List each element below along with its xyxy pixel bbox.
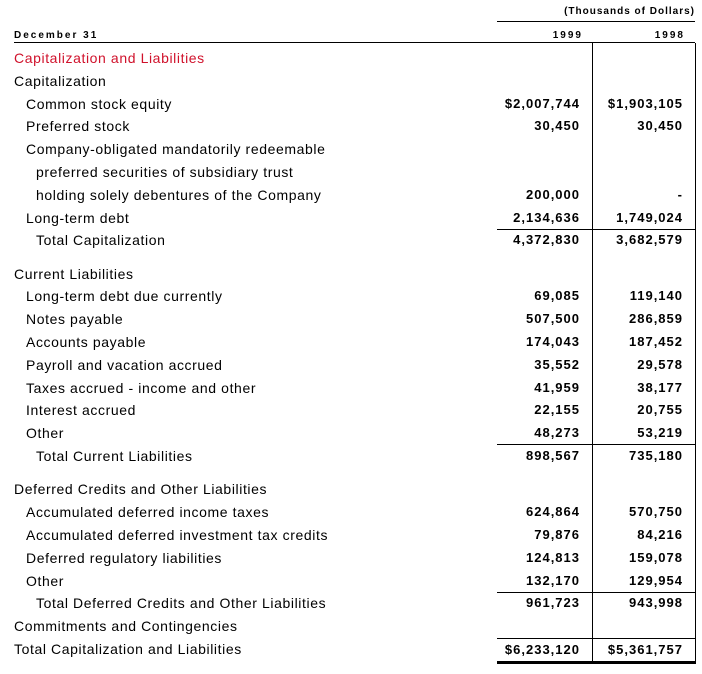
table-row bbox=[14, 263, 695, 286]
value-1998 bbox=[592, 570, 695, 593]
row-label: Capitalization bbox=[14, 72, 107, 89]
row-label: Total Deferred Credits and Other Liabilities bbox=[36, 595, 327, 612]
value-1998 bbox=[592, 615, 695, 637]
table-row bbox=[14, 115, 695, 138]
value-1999 bbox=[497, 285, 592, 307]
value-1998 bbox=[592, 478, 695, 500]
value-1999 bbox=[497, 377, 592, 399]
value-1998 bbox=[592, 138, 695, 160]
value-1999 bbox=[497, 354, 592, 376]
row-label: holding solely debentures of the Company bbox=[36, 186, 322, 203]
value-1999 bbox=[497, 399, 592, 421]
value-1999 bbox=[497, 615, 592, 637]
value-text: 507,500 bbox=[526, 311, 580, 327]
value-text: $5,361,757 bbox=[607, 641, 683, 657]
value-1999 bbox=[497, 207, 592, 230]
value-text: 69,085 bbox=[534, 288, 580, 304]
value-1999 bbox=[497, 93, 592, 115]
value-text: 53,219 bbox=[637, 425, 683, 441]
row-label: Accumulated deferred income taxes bbox=[26, 504, 270, 521]
value-1998 bbox=[592, 547, 695, 569]
table-row bbox=[14, 161, 695, 184]
value-1998 bbox=[592, 70, 695, 92]
value-1998 bbox=[592, 638, 695, 664]
table-row bbox=[14, 70, 695, 93]
value-1999 bbox=[497, 115, 592, 137]
value-1998 bbox=[592, 501, 695, 523]
row-label: Company-obligated mandatorily redeemable bbox=[26, 141, 326, 158]
row-label: preferred securities of subsidiary trust bbox=[36, 163, 294, 180]
value-1998 bbox=[592, 422, 695, 445]
value-text bbox=[683, 164, 695, 179]
value-text bbox=[683, 481, 695, 496]
balance-sheet-table bbox=[14, 47, 695, 661]
row-label: Taxes accrued - income and other bbox=[26, 379, 257, 396]
value-text bbox=[683, 618, 695, 633]
value-text: 41,959 bbox=[534, 379, 580, 395]
date-label: December 31 bbox=[14, 30, 99, 41]
table-row bbox=[14, 501, 695, 524]
value-1998 bbox=[592, 263, 695, 285]
table-row bbox=[14, 592, 695, 615]
value-1998 bbox=[592, 399, 695, 421]
row-label: Notes payable bbox=[26, 311, 124, 328]
value-text: 187,452 bbox=[629, 334, 683, 350]
value-1998 bbox=[592, 115, 695, 137]
value-text: 3,682,579 bbox=[616, 232, 683, 248]
value-1998 bbox=[592, 445, 695, 467]
value-1999 bbox=[497, 501, 592, 523]
table-row bbox=[14, 422, 695, 445]
value-text: 30,450 bbox=[637, 118, 683, 134]
value-text: 129,954 bbox=[629, 572, 683, 588]
value-1998 bbox=[592, 592, 695, 614]
value-text: 38,177 bbox=[637, 379, 683, 395]
value-1999 bbox=[497, 547, 592, 569]
section-title: Capitalization and Liabilities bbox=[14, 50, 205, 66]
table-row bbox=[14, 445, 695, 468]
value-1998 bbox=[592, 285, 695, 307]
value-text: 624,864 bbox=[526, 504, 580, 520]
value-1999 bbox=[497, 592, 592, 614]
value-1999 bbox=[497, 445, 592, 467]
table-row bbox=[14, 138, 695, 161]
value-1998 bbox=[592, 184, 695, 206]
value-text: 48,273 bbox=[534, 425, 580, 441]
value-text: 132,170 bbox=[526, 572, 580, 588]
value-1998 bbox=[592, 524, 695, 546]
value-text bbox=[580, 73, 592, 88]
value-text: 961,723 bbox=[526, 595, 580, 611]
value-1999 bbox=[497, 70, 592, 92]
value-text bbox=[580, 481, 592, 496]
value-1998 bbox=[592, 161, 695, 183]
row-label: Accounts payable bbox=[26, 334, 147, 351]
table-row bbox=[14, 547, 695, 570]
value-text: 286,859 bbox=[629, 311, 683, 327]
table-row bbox=[14, 399, 695, 422]
row-label: Commitments and Contingencies bbox=[14, 618, 238, 635]
value-text: 735,180 bbox=[629, 448, 683, 464]
row-label: Long-term debt bbox=[26, 209, 130, 226]
row-label: Total Capitalization bbox=[36, 232, 166, 249]
table-row bbox=[14, 354, 695, 377]
value-text: 2,134,636 bbox=[513, 209, 580, 225]
units-caption: (Thousands of Dollars) bbox=[497, 6, 695, 22]
row-label: Interest accrued bbox=[26, 402, 136, 419]
value-1999 bbox=[497, 161, 592, 183]
table-row bbox=[14, 184, 695, 207]
value-1998 bbox=[592, 377, 695, 399]
value-text: 898,567 bbox=[526, 448, 580, 464]
value-text bbox=[580, 618, 592, 633]
value-1999 bbox=[497, 138, 592, 160]
value-text: - bbox=[677, 186, 683, 202]
value-text: 79,876 bbox=[534, 526, 580, 542]
table-row bbox=[14, 285, 695, 308]
value-text: 570,750 bbox=[629, 504, 683, 520]
value-1998 bbox=[592, 354, 695, 376]
value-1999 bbox=[497, 524, 592, 546]
value-1999 bbox=[497, 184, 592, 206]
table-row bbox=[14, 478, 695, 501]
row-label: Total Capitalization and Liabilities bbox=[14, 640, 242, 657]
row-label: Deferred regulatory liabilities bbox=[26, 549, 223, 566]
value-text bbox=[580, 141, 592, 156]
value-text: 159,078 bbox=[629, 549, 683, 565]
value-text bbox=[580, 164, 592, 179]
table-row bbox=[14, 207, 695, 230]
row-label: Common stock equity bbox=[26, 95, 173, 112]
row-label: Payroll and vacation accrued bbox=[26, 356, 223, 373]
value-text bbox=[683, 73, 695, 88]
value-1998 bbox=[592, 229, 695, 251]
value-text: 29,578 bbox=[637, 356, 683, 372]
column-header-row bbox=[14, 28, 695, 43]
col-1998-header: 1998 bbox=[654, 30, 685, 41]
col-1999-header: 1999 bbox=[552, 30, 583, 41]
value-text bbox=[683, 141, 695, 156]
table-row bbox=[14, 638, 695, 661]
value-text: 35,552 bbox=[534, 356, 580, 372]
table-row bbox=[14, 615, 695, 638]
value-1999 bbox=[497, 422, 592, 445]
value-1998 bbox=[592, 93, 695, 115]
value-1999 bbox=[497, 478, 592, 500]
value-text: 4,372,830 bbox=[513, 232, 580, 248]
table-row bbox=[14, 229, 695, 252]
value-1999 bbox=[497, 638, 592, 664]
value-1998 bbox=[592, 331, 695, 353]
table-row bbox=[14, 331, 695, 354]
value-text: 119,140 bbox=[629, 288, 683, 304]
table-row bbox=[14, 377, 695, 400]
value-1999 bbox=[497, 331, 592, 353]
row-label: Accumulated deferred investment tax credits bbox=[26, 526, 329, 543]
row-label: Current Liabilities bbox=[14, 265, 134, 282]
value-1999 bbox=[497, 263, 592, 285]
section-title-row bbox=[14, 47, 695, 70]
row-label: Other bbox=[26, 572, 65, 589]
table-row bbox=[14, 308, 695, 331]
table-row bbox=[14, 570, 695, 593]
value-text: 1,749,024 bbox=[616, 209, 683, 225]
value-text bbox=[683, 266, 695, 281]
table-row bbox=[14, 93, 695, 116]
value-1999 bbox=[497, 308, 592, 330]
value-text: $6,233,120 bbox=[504, 641, 580, 657]
row-label: Preferred stock bbox=[26, 118, 130, 135]
value-text: 943,998 bbox=[629, 595, 683, 611]
right-border bbox=[695, 43, 696, 664]
value-text: 200,000 bbox=[526, 186, 580, 202]
value-text: 124,813 bbox=[526, 549, 580, 565]
row-label: Other bbox=[26, 425, 65, 442]
value-text: 174,043 bbox=[526, 334, 580, 350]
value-text bbox=[580, 266, 592, 281]
value-text: 30,450 bbox=[534, 118, 580, 134]
value-1999 bbox=[497, 229, 592, 251]
value-text: 20,755 bbox=[637, 402, 683, 418]
value-text: $2,007,744 bbox=[504, 95, 580, 111]
value-1998 bbox=[592, 207, 695, 230]
value-1998 bbox=[592, 308, 695, 330]
row-label: Long-term debt due currently bbox=[26, 288, 223, 305]
row-label: Deferred Credits and Other Liabilities bbox=[14, 481, 268, 498]
table-row bbox=[14, 524, 695, 547]
value-1999 bbox=[497, 570, 592, 593]
value-text: $1,903,105 bbox=[607, 95, 683, 111]
value-text: 22,155 bbox=[534, 402, 580, 418]
row-label: Total Current Liabilities bbox=[36, 448, 193, 465]
value-text: 84,216 bbox=[637, 526, 683, 542]
